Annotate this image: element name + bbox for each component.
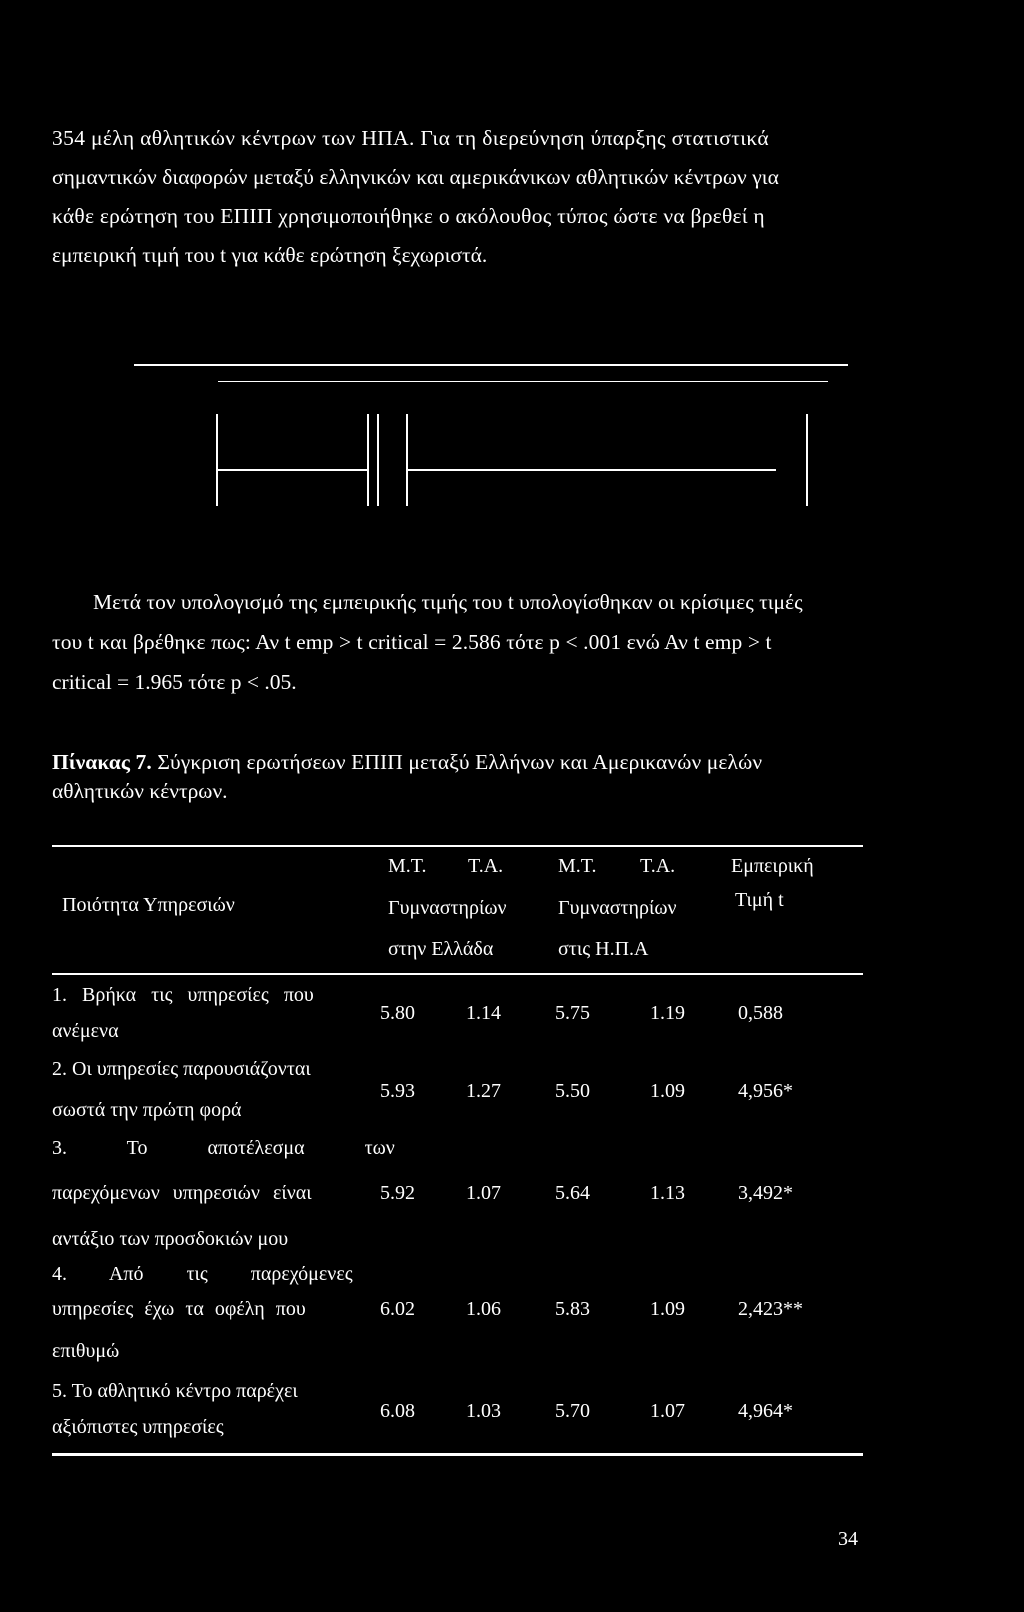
table-header-rule (52, 973, 863, 975)
mean-usa: 5.83 (555, 1298, 590, 1320)
intro-line: σημαντικών διαφορών μεταξύ ελληνικών και αμερικάνικων αθλητικών κέντρων για (52, 165, 779, 189)
sd-usa: 1.07 (650, 1400, 685, 1422)
question-text: 4. Από τις παρεχόμενες (52, 1263, 353, 1285)
mean-usa: 5.64 (555, 1182, 590, 1204)
table-bottom-rule (52, 1453, 863, 1456)
mean-greece: 6.02 (380, 1298, 415, 1320)
question-text: αντάξιο των προσδοκιών μου (52, 1228, 289, 1250)
table-caption-line2: αθλητικών κέντρων. (52, 779, 228, 803)
question-text: αξιόπιστες υπηρεσίες (52, 1416, 224, 1438)
intro-line: εμπειρική τιμή του t για κάθε ερώτηση ξεχωριστά. (52, 243, 488, 267)
critical-line: του t και βρέθηκε πως: Αν t emp > t critical = 2.586 τότε p < .001 ενώ Αν t emp > t (52, 630, 772, 654)
intro-line: 354 μέλη αθλητικών κέντρων των ΗΠΑ. Για τη διερεύνηση ύπαρξης στατιστικά (52, 126, 769, 150)
header-sd-usa: Τ.Α. (640, 855, 676, 877)
table-caption-text: Σύγκριση ερωτήσεων ΕΠΙΠ μεταξύ Ελλήνων και Αμερικανών μελών (151, 750, 763, 774)
mean-usa: 5.50 (555, 1080, 590, 1102)
header-mean-greece: Μ.Τ. (388, 855, 427, 877)
header-service-quality: Ποιότητα Υπηρεσιών (62, 894, 235, 916)
t-value: 3,492* (738, 1182, 793, 1204)
header-t-value: Τιμή t (735, 889, 784, 911)
sd-greece: 1.06 (466, 1298, 501, 1320)
header-empirical: Εμπειρική (731, 855, 814, 877)
header-gyms-usa: Γυμναστηρίων (558, 897, 677, 919)
sd-greece: 1.27 (466, 1080, 501, 1102)
table-caption-line (52, 750, 762, 775)
mean-greece: 6.08 (380, 1400, 415, 1422)
header-in-greece: στην Ελλάδα (388, 938, 494, 960)
t-value: 2,423** (738, 1298, 803, 1320)
question-text: 5. Το αθλητικό κέντρο παρέχει (52, 1380, 298, 1402)
question-text: 3. Το αποτέλεσμα των (52, 1137, 395, 1159)
formula-bracket (216, 414, 218, 506)
sd-usa: 1.09 (650, 1080, 685, 1102)
t-value: 0,588 (738, 1002, 783, 1024)
formula-fraction-bar (408, 469, 776, 471)
page-number: 34 (838, 1528, 858, 1550)
t-value: 4,956* (738, 1080, 793, 1102)
formula-top-rule (134, 364, 848, 366)
t-value: 4,964* (738, 1400, 793, 1422)
formula-fraction-bar (218, 469, 368, 471)
mean-greece: 5.92 (380, 1182, 415, 1204)
question-text: ανέμενα (52, 1020, 119, 1042)
table-top-rule (52, 845, 863, 847)
question-text: σωστά την πρώτη φορά (52, 1099, 242, 1121)
question-text: παρεχόμενων υπηρεσιών είναι (52, 1182, 312, 1204)
formula-bracket (406, 414, 408, 506)
intro-line: κάθε ερώτηση του ΕΠΙΠ χρησιμοποιήθηκε ο ακόλουθος τύπος ώστε να βρεθεί η (52, 204, 765, 228)
question-text: επιθυμώ (52, 1340, 120, 1362)
header-sd-greece: Τ.Α. (468, 855, 504, 877)
formula-bracket (367, 414, 369, 506)
formula-second-rule (218, 381, 828, 382)
sd-usa: 1.09 (650, 1298, 685, 1320)
table-label: Πίνακας 7. (52, 750, 152, 774)
sd-usa: 1.19 (650, 1002, 685, 1024)
formula-bracket (377, 414, 379, 506)
formula-bracket (806, 414, 808, 506)
sd-greece: 1.14 (466, 1002, 501, 1024)
mean-usa: 5.75 (555, 1002, 590, 1024)
header-gyms-greece: Γυμναστηρίων (388, 897, 507, 919)
sd-greece: 1.07 (466, 1182, 501, 1204)
sd-usa: 1.13 (650, 1182, 685, 1204)
question-text: 2. Οι υπηρεσίες παρουσιάζονται (52, 1058, 311, 1080)
critical-line: Μετά τον υπολογισμό της εμπειρικής τιμής του t υπολογίσθηκαν οι κρίσιμες τιμές (93, 590, 803, 614)
mean-greece: 5.80 (380, 1002, 415, 1024)
critical-line: critical = 1.965 τότε p < .05. (52, 670, 297, 694)
question-text: 1. Βρήκα τις υπηρεσίες που (52, 984, 314, 1006)
header-mean-usa: Μ.Τ. (558, 855, 597, 877)
sd-greece: 1.03 (466, 1400, 501, 1422)
mean-greece: 5.93 (380, 1080, 415, 1102)
header-in-usa: στις Η.Π.Α (558, 938, 649, 960)
question-text: υπηρεσίες έχω τα οφέλη που (52, 1298, 306, 1320)
mean-usa: 5.70 (555, 1400, 590, 1422)
